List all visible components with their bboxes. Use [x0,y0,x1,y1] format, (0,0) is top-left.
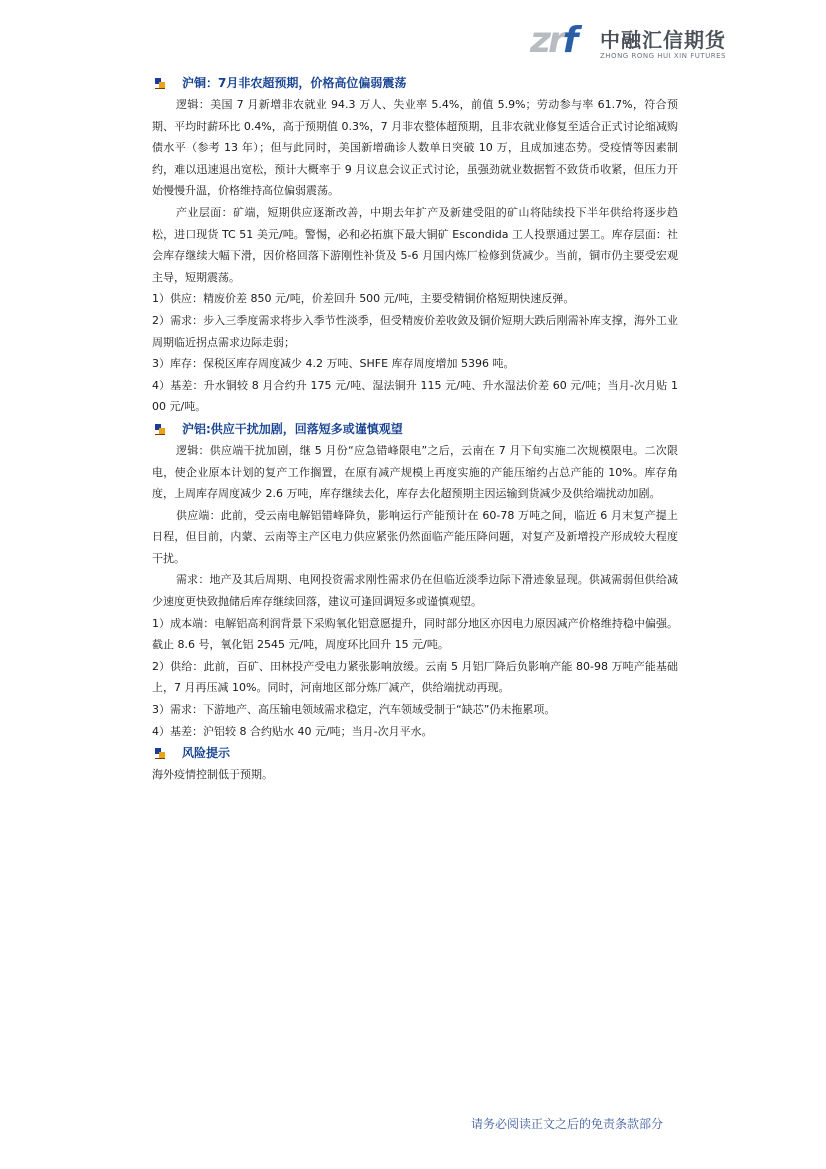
list-item: 2）需求：步入三季度需求将步入季节性淡季，但受精废价差收敛及铜价短期大跌后刚需补库支撑，海外工业周期临近拐点需求边际走弱； [152,313,678,349]
paragraph: 逻辑：美国 7 月新增非农就业 94.3 万人、失业率 5.4%，前值 5.9%；劳动参与率 61.7%，符合预期、平均时薪环比 0.4%，高于预期值 0.3%，7 月非农整体超预期，且非农就业修复至适合正式讨论缩减购债水平（参考 13 年）；但与此同时，美国新增确诊人数单日突破 10 万，且成加速态势。受疫情等因素制约，难以迅速退出宽松，预计大概率于 9 月议息会议正式讨论，虽强劲就业数据暂不致货币收紧，但压力开始慢慢升温，价格维持高位偏弱震荡。 [152,98,678,198]
section-heading-copper: 沪铜：7月非农超预期，价格高位偏弱震荡 [152,72,678,94]
list-item: 3）需求：下游地产、高压输电领域需求稳定，汽车领域受制于“缺芯”仍未拖累项。 [152,703,556,717]
section-heading-risk: 风险提示 [152,742,678,764]
bullet-icon [152,422,176,436]
disclaimer-link[interactable]: 请务必阅读正文之后的免责条款部分 [471,1117,664,1131]
section-heading-aluminum: 沪铝:供应干扰加剧，回落短多或谨慎观望 [152,418,678,440]
logo-english-name: ZHONG RONG HUI XIN FUTURES [600,52,726,60]
paragraph: 产业层面：矿端，短期供应逐渐改善，中期去年扩产及新建受阻的矿山将陆续投下半年供给将逐步趋松，进口现货 TC 51 美元/吨。警惕，必和必拓旗下最大铜矿 Escondida 工人投票通过罢工。库存层面：社会库存继续大幅下滑，因价格回落下游刚性补货及 5-6 月国内炼厂检修到货减少。当前，铜市仍主要受宏观主导，短期震荡。 [152,205,678,284]
list-item: 4）基差：升水铜较 8 月合约升 175 元/吨、湿法铜升 115 元/吨、升水湿法价差 60 元/吨；当月-次月贴 100 元/吨。 [152,378,678,414]
list-item: 3）库存：保税区库存周度减少 4.2 万吨、SHFE 库存周度增加 5396 吨。 [152,357,515,371]
list-item: 1）成本端：电解铝高利润背景下采购氧化铝意愿提升，同时部分地区亦因电力原因减产价格维持稳中偏强。截止 8.6 号，氧化铝 2545 元/吨，周度环比回升 15 元/吨。 [152,616,678,652]
list-item: 1）供应：精废价差 850 元/吨，价差回升 500 元/吨，主要受精铜价格短期快速反弹。 [152,292,575,306]
list-item: 4）基差：沪铝较 8 合约贴水 40 元/吨；当月-次月平水。 [152,724,433,738]
bullet-icon [152,76,176,90]
report-body [152,72,678,786]
list-item: 2）供给：此前，百矿、田林投产受电力紧张影响放缓。云南 5 月铝厂降后负影响产能 80-98 万吨产能基础上，7 月再压减 10%。同时，河南地区部分炼厂减产，供给端扰动再现。 [152,659,678,695]
paragraph: 需求：地产及其后周期、电网投资需求刚性需求仍在但临近淡季边际下滑迹象显现。供减需弱但供给减少速度更快致抛储后库存继续回落，建议可逢回调短多或谨慎观望。 [152,573,678,609]
risk-text: 海外疫情控制低于预期。 [152,768,273,782]
paragraph: 逻辑：供应端干扰加剧，继 5 月份“应急错峰限电”之后，云南在 7 月下旬实施二次规模限电。二次限电，使企业原本计划的复产工作搁置，在原有减产规模上再度实施的产能压缩约占总产能的 10%。库存角度，上周库存周度减少 2.6 万吨，库存继续去化，库存去化超预期主因运输到货减少及供给端扰动加剧。 [152,443,678,501]
logo-mark: zrf [530,20,576,61]
logo-chinese-name: 中融汇信期货 [600,28,726,52]
bullet-icon [152,746,176,760]
company-logo [530,18,730,66]
paragraph: 供应端：此前，受云南电解铝错峰降负，影响运行产能预计在 60-78 万吨之间，临近 6 月末复产提上日程，但目前，内蒙、云南等主产区电力供应紧张仍然面临产能压降问题，对复产及新增投产形成较大程度干扰。 [152,508,678,565]
